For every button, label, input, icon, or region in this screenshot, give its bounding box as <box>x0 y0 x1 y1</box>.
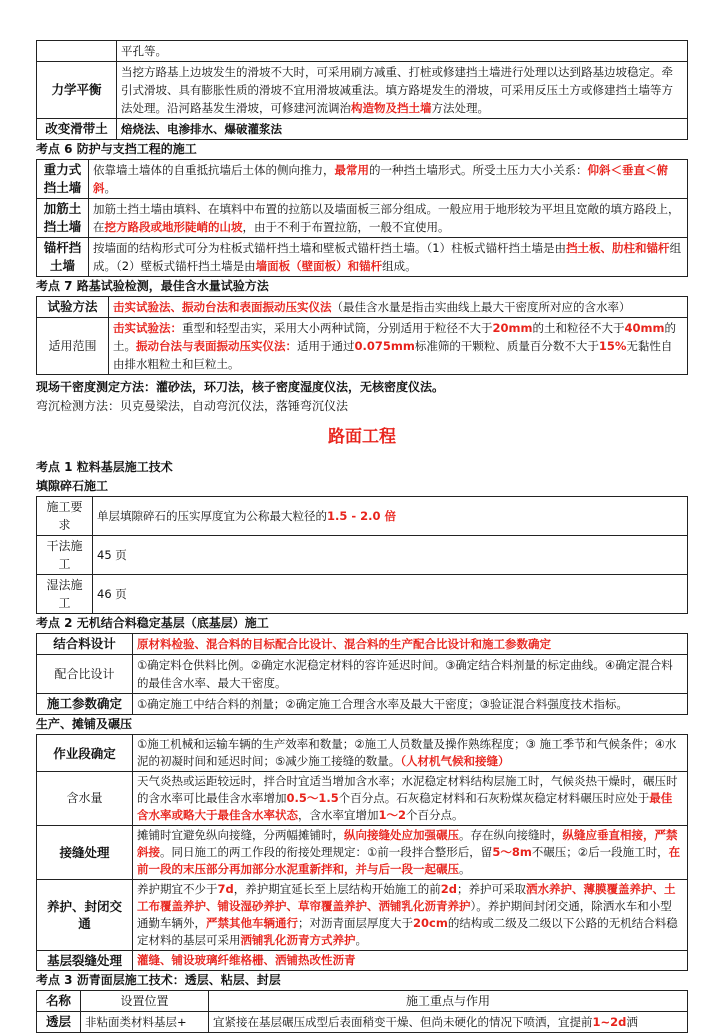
table-cell: 单层填隙碎石的压实厚度宜为公称最大粒径的1.5 - 2.0 倍 <box>93 497 688 536</box>
table-row <box>37 694 688 715</box>
table-cell: 宜紧接在基层碾压成型后表面稍变干燥、但尚未硬化的情况下喷洒，宜提前1~2d洒 <box>209 1012 688 1033</box>
table-row <box>37 826 688 880</box>
table-row <box>37 199 688 238</box>
table-row <box>37 1012 688 1033</box>
kaodian-6-heading: 考点 6 防护与支挡工程的施工 <box>36 142 197 156</box>
row-label-wet-method: 湿法施工 <box>37 575 93 614</box>
kaodian-1-heading: 考点 1 粒料基层施工技术 <box>36 460 173 474</box>
row-label-joint: 接缝处理 <box>37 826 133 880</box>
table-cell: 当挖方路基上边坡发生的滑坡不大时，可采用刷方减重、打桩或修建挡土墙进行处理以达到路基边坡稳定。牵引式滑坡、具有膨胀性质的滑坡不宜用滑坡减重法。填方路堤发生的滑坡，可采用反压土方或修建挡土墙等方法处理。沿河路基发生滑坡，可修建河流调治构造物及挡土墙方法处理。 <box>117 62 688 119</box>
table-row <box>37 238 688 277</box>
asphalt-layer-table <box>36 990 688 1033</box>
kaodian-7-heading: 考点 7 路基试验检测，最佳含水量试验方法 <box>36 279 269 293</box>
table-cell: 按墙面的结构形式可分为柱板式锚杆挡土墙和壁板式锚杆挡土墙。（1）柱板式锚杆挡土墙是由挡土板、肋柱和锚杆组成。（2）壁板式锚杆挡土墙是由墙面板（壁面板）和锚杆组成。 <box>89 238 688 277</box>
mix-design-table <box>36 633 688 715</box>
row-label-slip-soil: 改变滑带土 <box>37 119 117 140</box>
test-method-table <box>36 296 688 375</box>
table-row <box>37 62 688 119</box>
row-label-curing: 养护、封闭交通 <box>37 880 133 951</box>
column-header-focus: 施工重点与作用 <box>209 991 688 1012</box>
deflection-methods-line: 弯沉检测方法：贝克曼梁法，自动弯沉仪法，落锤弯沉仪法 <box>36 399 349 413</box>
table-cell: ①确定料仓供料比例。②确定水泥稳定材料的容许延迟时间。③确定结合料剂量的标定曲线。④确定混合料的最佳含水率、最大干密度。 <box>133 655 688 694</box>
row-label-crack: 基层裂缝处理 <box>37 951 133 971</box>
table-row <box>37 772 688 826</box>
table-cell: 非粘面类材料基层+ <box>81 1012 209 1033</box>
table-row <box>37 497 688 536</box>
table-row <box>37 655 688 694</box>
table-row <box>37 160 688 199</box>
table-cell: 焙烧法、电渗排水、爆破灌浆法 <box>117 119 688 140</box>
subheading-gravel: 填隙碎石施工 <box>36 479 109 493</box>
row-label-mix-ratio: 配合比设计 <box>37 655 133 694</box>
subheading-production: 生产、摊铺及碾压 <box>36 717 133 731</box>
column-header-position: 设置位置 <box>81 991 209 1012</box>
table-row <box>37 297 688 318</box>
table-cell: 依靠墙土墙体的自重抵抗墙后土体的侧向推力，最常用的一种挡土墙形式。所受土压力大小关系：仰斜＜垂直＜俯斜。 <box>89 160 688 199</box>
table-row <box>37 575 688 614</box>
row-label-binder-design: 结合料设计 <box>37 634 133 655</box>
row-label-scope: 适用范围 <box>37 318 109 375</box>
table-row <box>37 634 688 655</box>
row-label-test-method: 试验方法 <box>37 297 109 318</box>
kaodian-2-heading: 考点 2 无机结合料稳定基层（底基层）施工 <box>36 616 269 630</box>
table-cell: 养护期宜不少于7d，养护期宜延长至上层结构开始施工的前2d；养护可采取洒水养护、薄膜覆盖养护、土工布覆盖养护、铺设湿砂养护、草帘覆盖养护、洒铺乳化沥青养护）。养护期间封闭交通，除洒水车和小型通勤车辆外，严禁其他车辆通行；对沥青面层厚度大于20cm的结构或二级及二级以下公路的无机结合料稳定材料的基层可采用洒铺乳化沥青方式养护。 <box>133 880 688 951</box>
row-label-gravity-wall: 重力式挡土墙 <box>37 160 89 199</box>
table-cell: ①施工机械和运输车辆的生产效率和数量；②施工人员数量及操作熟练程度；③ 施工季节和气候条件；④水泥的初凝时间和延迟时间；⑤减少施工接缝的数量。（人材机气候和接缝） <box>133 735 688 772</box>
row-label-anchor-wall: 锚杆挡土墙 <box>37 238 89 277</box>
row-label-reinforced-wall: 加筋土挡土墙 <box>37 199 89 238</box>
table-row <box>37 951 688 971</box>
table-cell: 天气炎热或运距较远时，拌合时宜适当增加含水率；水泥稳定材料结构层施工时，气候炎热干燥时，碾压时的含水率可比最佳含水率增加0.5～1.5个百分点。石灰稳定材料和石灰粉煤灰稳定材料碾压时应处于最佳含水率或略大于最佳含水率状态，含水率宜增加1～2个百分点。 <box>133 772 688 826</box>
table-row <box>37 536 688 575</box>
row-label-dry-method: 干法施工 <box>37 536 93 575</box>
column-header-name: 名称 <box>37 991 81 1012</box>
table-cell: ①确定施工中结合料的剂量；②确定施工合理含水率及最大干密度；③验证混合料强度技术指标。 <box>133 694 688 715</box>
table-cell: 击实试验法：重型和轻型击实，采用大小两种试筒，分别适用于粒径不大于20mm的土和粒径不大于40mm的土。振动台法与表面振动压实仪法：适用于通过0.075mm标准筛的干颗粒、质量百分数不大于15%无黏性自由排水粗粒土和巨粒土。 <box>109 318 688 375</box>
production-table <box>36 734 688 971</box>
table-row <box>37 318 688 375</box>
row-label-parameters: 施工参数确定 <box>37 694 133 715</box>
table-cell: 击实试验法、振动台法和表面振动压实仪法（最佳含水量是指击实曲线上最大干密度所对应的含水率） <box>109 297 688 318</box>
table-row <box>37 41 688 62</box>
row-label-mechanical-balance: 力学平衡 <box>37 62 117 119</box>
table-row <box>37 119 688 140</box>
table-cell: 原材料检验、混合料的目标配合比设计、混合料的生产配合比设计和施工参数确定 <box>133 634 688 655</box>
document-page <box>36 40 688 1033</box>
table-row <box>37 880 688 951</box>
table-cell: 45 页 <box>93 536 688 575</box>
row-label-work-section: 作业段确定 <box>37 735 133 772</box>
row-label-requirement: 施工要求 <box>37 497 93 536</box>
slope-treatment-table <box>36 40 688 140</box>
table-cell: 摊铺时宜避免纵向接缝，分两幅摊铺时，纵向接缝处应加强碾压。存在纵向接缝时，纵缝应垂直相接，严禁斜接。同日施工的两工作段的衔接处理规定：①前一段拌合整形后，留5～8m不碾压；②后一段施工时，在前一段的末压部分再加部分水泥重新拌和，并与后一段一起碾压。 <box>133 826 688 880</box>
table-header-row <box>37 991 688 1012</box>
retaining-wall-table <box>36 159 688 277</box>
section-title: 路面工程 <box>328 427 396 447</box>
table-cell: 46 页 <box>93 575 688 614</box>
density-methods-line: 现场干密度测定方法：灌砂法，环刀法，核子密度湿度仪法，无核密度仪法。 <box>36 380 445 394</box>
table-row <box>37 735 688 772</box>
gravel-table <box>36 496 688 614</box>
kaodian-3-heading: 考点 3 沥青面层施工技术：透层、粘层、封层 <box>36 973 281 987</box>
row-label-prime-coat: 透层 <box>37 1012 81 1033</box>
table-cell: 平孔等。 <box>117 41 688 62</box>
table-cell: 灌缝、铺设玻璃纤维格栅、洒铺热改性沥青 <box>133 951 688 971</box>
row-label-moisture: 含水量 <box>37 772 133 826</box>
table-cell: 加筋土挡土墙由填料、在填料中布置的拉筋以及墙面板三部分组成。一般应用于地形较为平坦且宽敞的填方路段上，在挖方路段或地形陡峭的山坡，由于不利于布置拉筋，一般不宜使用。 <box>89 199 688 238</box>
